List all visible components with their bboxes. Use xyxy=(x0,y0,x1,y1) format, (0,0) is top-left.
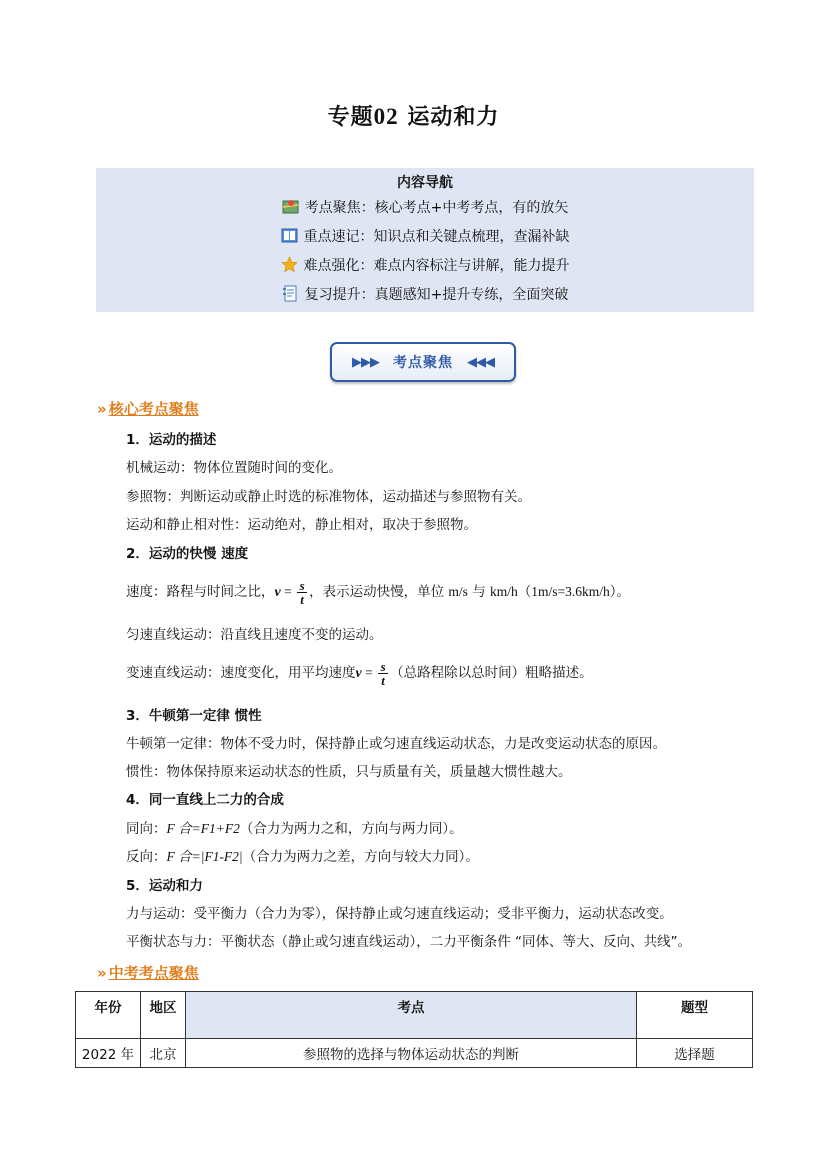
content-navigation xyxy=(96,168,754,312)
header-year: 年份 xyxy=(76,992,141,1039)
speed-fraction: $\frac{s}{t}$ xyxy=(297,579,307,606)
avg-speed-fraction: $\frac{s}{t}$ xyxy=(378,660,388,687)
avg-speed-line: 变速直线运动：速度变化，用平均速度v = $\frac{s}{t}$ （总路程除以总时间）粗略描述。 xyxy=(126,658,593,688)
banner-text: 考点聚焦 xyxy=(393,355,453,371)
table-header-row xyxy=(76,992,753,1039)
s3-heading: 3．牛顿第一定律 惯性 xyxy=(126,708,262,724)
s3-line2: 惯性：物体保持原来运动状态的性质，只与质量有关，质量越大惯性越大。 xyxy=(126,764,572,780)
map-icon xyxy=(282,198,299,215)
page-title: 专题02 运动和力 xyxy=(327,104,500,130)
exam-heading: » 中考考点聚焦 xyxy=(97,964,199,982)
s4-heading: 4．同一直线上二力的合成 xyxy=(126,792,284,808)
double-chevron-icon: » xyxy=(97,400,107,418)
star-icon xyxy=(281,256,298,273)
exam-table xyxy=(75,991,753,1068)
s4-opposite-direction: 反向：F 合=|F1-F2|（合力为两力之差，方向与较大力同）。 xyxy=(126,849,479,865)
focus-banner xyxy=(330,342,516,382)
header-type: 题型 xyxy=(637,992,753,1039)
s5-line2: 平衡状态与力：平衡状态（静止或匀速直线运动），二力平衡条件 “同体、等大、反向、共线”。 xyxy=(126,934,692,950)
s4-same-direction: 同向：F 合=F1+F2（合力为两力之和，方向与两力同）。 xyxy=(126,821,463,837)
speed-line: 速度：路程与时间之比，v = $\frac{s}{t}$ ，表示运动快慢，单位 m/s 与 km/h（1m/s=3.6km/h）。 xyxy=(126,577,631,607)
s2-line2: 匀速直线运动：沿直线且速度不变的运动。 xyxy=(126,627,383,643)
nav-item-difficult[interactable]: 难点强化：难点内容标注与讲解，能力提升 xyxy=(96,250,754,279)
banner-left-arrows: ▶▶▶ xyxy=(352,354,379,370)
nav-heading: 内容导航 xyxy=(397,175,453,191)
banner-right-arrows: ◀◀◀ xyxy=(467,354,494,370)
cell-year: 2022 年 xyxy=(76,1039,141,1068)
s1-line2: 参照物：判断运动或静止时选的标准物体，运动描述与参照物有关。 xyxy=(126,489,531,505)
core-heading: » 核心考点聚焦 xyxy=(97,400,199,418)
cell-region: 北京 xyxy=(141,1039,186,1068)
s5-heading: 5．运动和力 xyxy=(126,878,203,894)
double-chevron-icon: » xyxy=(97,964,107,982)
book-icon xyxy=(281,227,298,244)
table-row xyxy=(76,1039,753,1068)
nav-item-focus[interactable]: 考点聚焦：核心考点+中考考点，有的放矢 xyxy=(96,192,754,221)
cell-point: 参照物的选择与物体运动状态的判断 xyxy=(186,1039,637,1068)
header-region: 地区 xyxy=(141,992,186,1039)
header-point: 考点 xyxy=(186,992,637,1039)
s3-line1: 牛顿第一定律：物体不受力时，保持静止或匀速直线运动状态，力是改变运动状态的原因。 xyxy=(126,736,666,752)
s5-line1: 力与运动：受平衡力（合力为零），保持静止或匀速直线运动；受非平衡力，运动状态改变。 xyxy=(126,906,673,922)
nav-item-review[interactable]: 复习提升：真题感知+提升专练，全面突破 xyxy=(96,279,754,308)
s1-line1: 机械运动：物体位置随时间的变化。 xyxy=(126,460,342,476)
s1-heading: 1．运动的描述 xyxy=(126,432,217,448)
cell-type: 选择题 xyxy=(637,1039,753,1068)
s1-line3: 运动和静止相对性：运动绝对，静止相对，取决于参照物。 xyxy=(126,517,477,533)
notebook-icon xyxy=(282,285,299,302)
s2-heading: 2．运动的快慢 速度 xyxy=(126,546,249,562)
nav-item-notes[interactable]: 重点速记：知识点和关键点梳理，查漏补缺 xyxy=(96,221,754,250)
